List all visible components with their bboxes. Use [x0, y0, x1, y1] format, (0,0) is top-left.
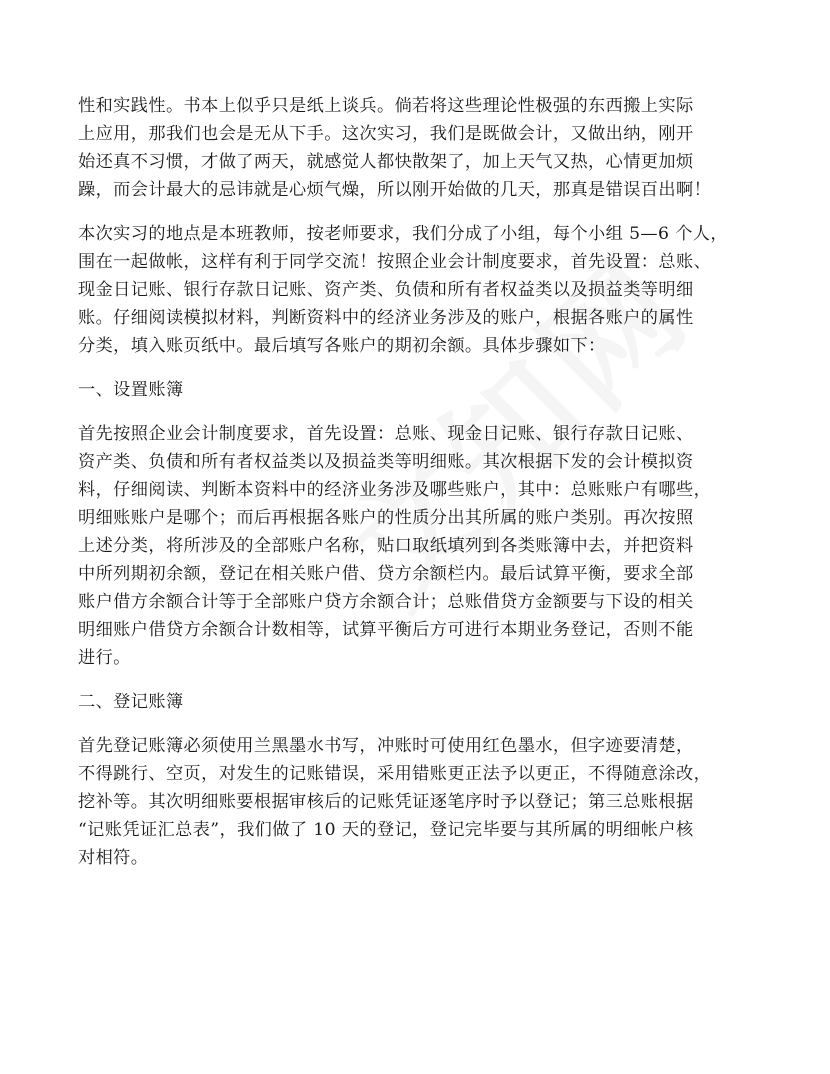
- paragraph-setup-ledgers: [78, 420, 778, 672]
- section-heading-record-ledgers: [78, 688, 778, 716]
- paragraph-practice-difficulty: [78, 92, 778, 204]
- section-heading-setup-ledgers: [78, 376, 778, 404]
- text-line: 上应用，那我们也会是无从下手。这次实习，我们是既做会计，又做出纳，刚开: [78, 124, 694, 144]
- text-line: 性和实践性。书本上似乎只是纸上谈兵。倘若将这些理论性极强的东西搬上实际: [78, 96, 694, 116]
- text-line: 本次实习的地点是本班教师，按老师要求，我们分成了小组，每个小组 5—6 个人，: [78, 224, 728, 244]
- text-line: 分类，填入账页纸中。最后填写各账户的期初余额。具体步骤如下：: [78, 336, 606, 356]
- text-line: 对相符。: [78, 848, 149, 868]
- heading-text: 一、设置账簿: [78, 380, 184, 400]
- paragraph-record-ledgers: [78, 732, 778, 872]
- text-line: 账户借方余额合计等于全部账户贷方余额合计；总账借贷方金额要与下设的相关: [78, 592, 694, 612]
- text-line: 始还真不习惯，才做了两天，就感觉人都快散架了，加上天气又热，心情更加烦: [78, 152, 694, 172]
- text-line: 中所列期初余额，登记在相关账户借、贷方余额栏内。最后试算平衡，要求全部: [78, 564, 694, 584]
- text-line: 明细账户借贷方余额合计数相等，试算平衡后方可进行本期业务登记，否则不能: [78, 620, 694, 640]
- document-body: [78, 92, 778, 888]
- paragraph-practice-location: [78, 220, 778, 360]
- text-line: 首先登记账簿必须使用兰黑墨水书写，冲账时可使用红色墨水，但字迹要清楚，: [78, 736, 694, 756]
- text-line: 明细账账户是哪个；而后再根据各账户的性质分出其所属的账户类别。再次按照: [78, 508, 694, 528]
- text-line: 挖补等。其次明细账要根据审核后的记账凭证逐笔序时予以登记；第三总账根据: [78, 792, 694, 812]
- text-line: 上述分类，将所涉及的全部账户名称，贴口取纸填列到各类账簿中去，并把资料: [78, 536, 694, 556]
- text-line: 资产类、负债和所有者权益类以及损益类等明细账。其次根据下发的会计模拟资: [78, 452, 694, 472]
- text-line: 躁，而会计最大的忌讳就是心烦气燥，所以刚开始做的几天，那真是错误百出啊！: [78, 180, 712, 200]
- heading-text: 二、登记账簿: [78, 692, 184, 712]
- text-line: 围在一起做帐，这样有利于同学交流！按照企业会计制度要求，首先设置：总账、: [78, 252, 712, 272]
- text-line: “记账凭证汇总表”，我们做了 10 天的登记，登记完毕要与其所属的明细帐户核: [78, 820, 694, 840]
- text-line: 进行。: [78, 648, 131, 668]
- text-line: 账。仔细阅读模拟材料，判断资料中的经济业务涉及的账户，根据各账户的属性: [78, 308, 694, 328]
- text-line: 首先按照企业会计制度要求，首先设置：总账、现金日记账、银行存款日记账、: [78, 424, 694, 444]
- text-line: 不得跳行、空页，对发生的记账错误，采用错账更正法予以更正，不得随意涂改，: [78, 764, 712, 784]
- text-line: 料，仔细阅读、判断本资料中的经济业务涉及哪些账户，其中：总账账户有哪些，: [78, 480, 712, 500]
- text-line: 现金日记账、银行存款日记账、资产类、负债和所有者权益类以及损益类等明细: [78, 280, 694, 300]
